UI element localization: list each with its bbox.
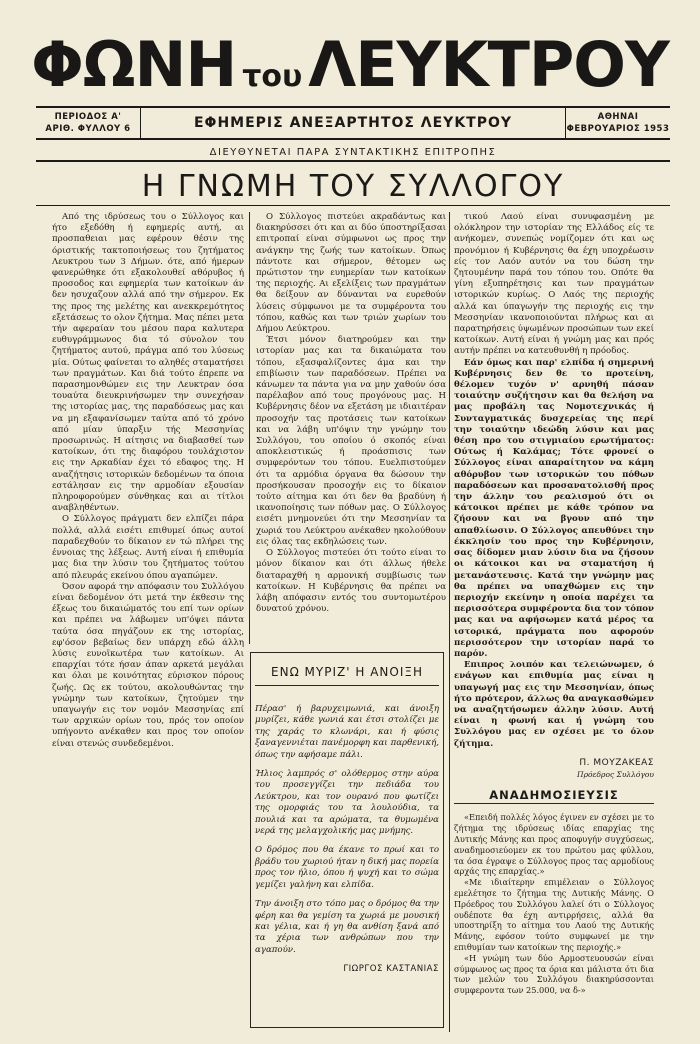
signature-name: Π. ΜΟΥΖΑΚΕΑΣ: [579, 757, 654, 768]
poem-author: ΓΙΩΡΓΟΣ ΚΑΣΤΑΝΙΑΣ: [343, 964, 439, 975]
masthead: [30, 28, 670, 102]
poem-title: ΕΝΩ ΜΥΡΙΖ' Η ΑΝΟΙΞΗ: [255, 665, 439, 686]
masthead-word-2: του: [242, 59, 303, 94]
article-paragraph: Ο Σύλλογος πιστεύει ακραδάντως και διακηρύσσει ότι και αι δύο ύποστηρίξασαι επιτροπαί είναι σύμφωνοι ως προς την ανάγκην της ζωής των κατοίκων. Όπως πάντοτε και σήμερον, θέτομεν ως πρώτιστον την ευημερίαν των κατοίκων της περιοχής. Αι εξελίξεις των πραγμάτων θα δείξουν αν δύνανται να ευρεθούν λύσεις σύμφωνοι με τα συμφέροντα του τόπου, καθώς και των τριών χωρίων του Δήμου Λεύκτρου.: [256, 212, 446, 335]
article-paragraph: Ο Σύλλογος πράγματι δεν ελπίζει πάρα πολλά, αλλά εισέτι επιθυμεί όπως αυτοί παραδεχθούν το δίκαιον εν τώ πλήρει της έννοιας της λέξεως. Αυτή είναι ή επιθυμία μας δια την λύσιν του ζητήματος τούτου από πλευράς εκείνου όπου αγαπώμεν.: [52, 514, 244, 581]
column-divider: [449, 212, 450, 1032]
article-column-2: [256, 212, 446, 644]
issue-city: ΑΘΗΝΑΙ: [597, 112, 639, 122]
poem-stanza: Την άνοιξη στο τόπο μας ο δρόμος θα την φέρη και θα γεμίση τα χωριά με μουσική και γέλια, και ή γη θα ανθίση ξανά από τα χέρια των ανθρώπων που την αγαπούν.: [255, 899, 439, 955]
editorial-line: ΔΙΕΥΘΥΝΕΤΑΙ ΠΑΡΑ ΣΥΝΤΑΚΤΙΚΗΣ ΕΠΙΤΡΟΠΗΣ: [36, 144, 670, 162]
poem-body: [255, 704, 439, 956]
article-paragraph: Ο Σύλλογος πιστεύει ότι τούτο είναι το μόνον δίκαιον και ότι άλλως ήθελε διαταραχθή η αρμονική συμβίωσις των κατοίκων. Η Κυβέρνησις θα πρέπει να λάβη απόφασιν εντός του συντομωτέρου δυνατού χρόνου.: [256, 548, 446, 615]
issue-number: ΑΡΙΘ. ΦΥΛΛΟΥ 6: [45, 124, 131, 134]
news-paragraph: «Επειδή πολλές λόγος έγινεν εν σχέσει με το ζήτημα της ιδρύσεως ιδίας επαρχίας της Δυτικής Μάνης και προς αποφυγήν συγχύσεως, αναδημοσιεύομεν εκ του πρώτου μας φύλλου, τα όσα έγραψε ο Σύλλογος προς τας αρμοδίους αρχάς της επαρχίας.»: [454, 812, 654, 877]
news-paragraph: «Η γνώμη των δύο Αρμοστευουσών είναι σύμφωνος ως προς τα όρια και μάλιστα ότι δια των μελών του Συλλόγου διακηρύσσονται συμφεροντα των 25.000, να δ-»: [454, 952, 654, 996]
news-paragraph: «Με ιδιαίτερην επιμέλειαν ο Σύλλογος εμελέτησε το ζήτημα της Δυτικής Μάνης. Ο Πρόεδρος του Συλλόγου λαλεί ότι ο Σύλλογος ουδέποτε θα έχη αντιρρήσεις, αλλά θα υποστηρίξη το αίτημα του Λαού της Δυτικής Μάνης, εφόσον τούτο συμφωνεί με την επιθυμίαν των κατοίκων της περιοχής.»: [454, 877, 654, 952]
article-paragraph: Όσον αφορά την απόφασιν του Συλλόγου είναι δεδομένον ότι μετά την έκθεσιν της έξεως του δικαιώματός του επί των ορίων και πρέπει να λάβωμεν υπ'όψει πάντα ταύτα όσα πηγάζουν εκ της ιστορίας, εφ'όσον βεβαίως δεν υπάρχη εδώ άλλη λύσις ευνοϊκωτέρα των κατοίκων. Αι επαρχίαι τότε ήσαν άπαν αρκετά μεγάλαι και όλαι με κοινότητας εύρισκον πόρους ζωής. Ως εκ τούτου, ακολουθώντας την γνώμην των κατοίκων, ζητούμεν την υπαγωγήν εις τον νομόν Μεσσηνίας επί των αρχικών ορίων του, πρός τον οποίον υπήγοντο ανέκαθεν και προς τον οποίον είναι στενώς συνδεδεμένοι.: [52, 581, 244, 749]
article-paragraph: Από της ιδρύσεως του ο Σύλλογος και ήτο εξεδόθη ή εφημερίς αυτή, αι προσπαθειαι μας εφέρουν θέσιν της όριστικής τακτοποιήσεως του ζητήματος Λευκτρου των 3 Δήμων. ότε, από ήμερων φανερώθηκε ότι εξακολουθεί αθόρυβος ή προσοδος και εφημερία των κατοίκων άν δεν ησυχαζουν αλλά από την σήμερον. Εκ της προς της μελέτης και ανεκκρεμότητος εξετάσεως το ολον ζήτημα. Μας πέπει μετα τήν αφεραίαν του μέσου παρα καλυτερα ευθυγράμμωνος δια τό σύνολον του ζητήματος αυτού, πράγμα από του λύσεως μία. Ούτως φαίνεται το αληθές σταματήσει των πραγμάτων. Και διά τούτο έπρεπε να παρασημονθώμεν εις την Λευκτραν όσα τουαύτα διευκρινήσωμεν την συνεχήσαν της ιστορίας μας, της παραδόσεως μας και να μη εξαφανίσωμεν ταύτα από τό χρόνο από μίαν ύπαρξιν τής Μεσσηνίας προσωρινώς. Η αίτησις να διαβασθεί των κατοίκων, ότι της διαφόρου τουλάχιστον εις την Αρκαδίαν έχει τό εδαφος της. Η αναζήτησις ιστορικών δεδομένων τα όποια εστάλησαν εις την αρμοδίαν εξουσίαν πληροφορούμεν σύνθηκας και αι τίτλοι αναβληθέντων.: [52, 212, 244, 514]
article-paragraph: Έτσι μόνον διατηρούμεν και την ιστορίαν μας και τα δικαιώματα του τόπου, εξασφαλίζοντες άμα και την επιβίωσιν των παραδόσεων. Πρέπει να κάνωμεν τα πάντα για να μην χαθούν όσα παρέλαβον από τους προγόνους μας. Η Κυβέρνησις δέον να εξετάση με ιδιαιτέραν προσοχήν τας προτάσεις των κατοίκων και να λάβη υπ'όψιν την γνώμην του Συλλόγου, του οποίου ό σκοπός είναι αποκλειστικώς ή προάσπισις των συμφερόντων του τόπου. Ευελπιστούμεν ότι τα αρμόδια όργανα θα δώσουν την προσήκουσαν προσοχήν εις το δίκαιον τούτο αίτημα και ότι δεν θα βραδύνη ή ικανοποίησις των πόθων μας. Ο Σύλλογος εισέτι μνημονεύει ότι την Μεσσηνίαν τα χωριά του Λεύκτρου ανέκαθεν ηκολούθουν εις όλας τας εκδηλώσεις των.: [256, 335, 446, 547]
news-section-title: ΑΝΑΔΗΜΟΣΙΕΥΣΙΣ: [454, 790, 654, 804]
main-headline: Η ΓΝΩΜΗ ΤΟΥ ΣΥΛΛΟΓΟΥ: [36, 168, 670, 206]
poem-stanza: Πέρασ' ή βαρυχειμωνιά, και άνοιξη μυρίζει, κάθε γωνιά και έτσι στολίζει με της χαράς το κλωνάρι, και ή φύσις ξαναγεννιέται πανέμορφη και παρθενική, όπως την αφήσαμε πάλι.: [255, 704, 439, 760]
issue-place-date: [566, 111, 670, 135]
issue-date: ΦΕΒΡΟΥΑΡΙΟΣ 1953: [566, 124, 670, 134]
poem-box: [250, 652, 444, 1028]
article-paragraph: Εάν όμως και παρ' ελπίδα ή σημερινή Κυβέρνησις δεν θε το προτείνη, θέλομεν τυχόν ν' αρνηθή πάσαν τοιαύτην συζήτησιν και θα θελήση να μας προβάλη τας Νομοτεχνικάς ή Συνταγματικάς δυσχερείας της περί την τοιαύτην ιδεώδη λύσιν και μας θέση προ του στιγμιαίου ερωτήματος: Ούτως ή Καλάμας; Τότε φρονεί ο Σύλλογος είναι απαραίτητον να κάμη αθόρυβον των ιστορικών του πόθων παραδόσεων και προσανατολισθή προς την άλλην του ρεαλισμού ότι οι κάτοικοι πρέπει με κάθε τρόπον να ζήσουν και να βγουν από την απαθλίωσιν. Ο Σύλλογος απευθύνει την έκκλησίν του προς την Κυβέρνησιν, σας δίδομεν μιαν λύσιν δια να ζήσουν οι κάτοικοι και να σταματήση ή μετανάστευσις. Κατά την γνώμην μας θα πρέπει να υπαχθώμεν εις την περιοχήν εκείνην η οποία παρέχει τα περισσότερα συμφέροντα δια τον τόπον μας και να αφήσωμεν κατά μέρος τα ιστορικά, πράγματα που αφορούν περισσότερον την ιστορίαν παρά το παρόν.: [454, 357, 654, 659]
poem-stanza: Ο δρόμος που θα έκανε το πρωί και το βράδυ του χωριού ήταν η δική μας πορεία προς τον ήλιο, όπου ή ψυχή και το σώμα γεμίζει γαλήνη και ελπίδα.: [255, 845, 439, 890]
article-paragraph: Επιπρος λοιπόν και τελειώνωμεν, ό ενάγων και επιθυμία μας είναι η υπαγωγή μας εις την Μεσσηνίαν, όπως ήτο πρότερον, άλλως θα αναγκασθώμεν να αναζητήσωμεν άλλην λύσιν. Αυτή είναι η φωνή και ή γνώμη του Συλλόγου μας εν σχέσει με το όλον ζήτημα.: [454, 660, 654, 749]
masthead-word-3: ΛΕΥΚΤΡΟΥ: [308, 28, 669, 101]
news-body: [454, 812, 654, 996]
masthead-word-1: ΦΩΝΗ: [31, 28, 237, 101]
poem-stanza: Ήλιος λαμπρός σ' ολόθερμος στην αύρα του προσεγγίζει την πεδιάδα του Λεύκτρου, και τον ουρανό που φωτίζει της ομορφιάς του τα λουλούδια, τα πουλιά και τα αρώματα, τα θυμωμένα νερά της μελαγχολικής μας μνήμης.: [255, 769, 439, 837]
signature-role: Πρόεδρος Συλλόγου: [577, 769, 654, 779]
column-divider: [249, 212, 250, 644]
article-column-3: [454, 212, 654, 1032]
period-label: ΠΕΡΙΟΔΟΣ Α': [54, 112, 122, 122]
issue-details: [36, 111, 140, 135]
article-paragraph: τικού Λαού είναι συνυφασμένη με ολόκληρον την ιστορίαν της Ελλάδος είς τε ανήκομεν, συνεπώς νομίζομεν ότι και ως προνόμιον ή Κυβέρνησις θα έχη υποχρέωσιν είς τον Λαόν αυτόν να του δώση την ζητουμένην παρά του τόπου του. Οπότε θα γίνη εξυπηρέτησις και των πραγμάτων ιστορικών κυρίως. Ο Λαός της περιοχής αλλά και ύπαγωγήν της περιοχής εις την Μεσσηνίαν ικανοποιούνται πλήρως και αι παρατηρήσεις ύψωμένων προσώπων των εκεί κατοίκων. Αυτή είναι ή γνώμη μας και πρός αυτήν πρέπει να κατευθυνθή η πρόοδος.: [454, 212, 654, 357]
issue-info-bar: [36, 106, 670, 140]
newspaper-tagline: ΕΦΗΜΕΡΙΣ ΑΝΕΞΑΡΤΗΤΟΣ ΛΕΥΚΤΡΟΥ: [140, 108, 566, 138]
article-column-1: [52, 212, 244, 1032]
